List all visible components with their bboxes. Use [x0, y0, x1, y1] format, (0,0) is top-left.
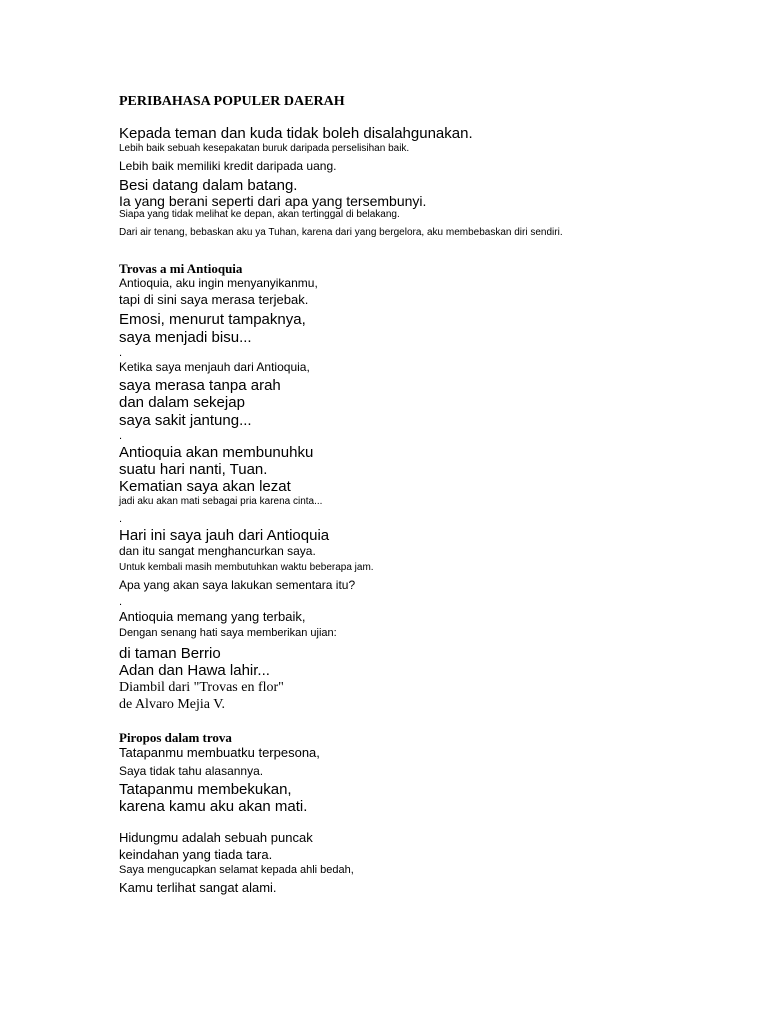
stanza-separator: .: [119, 596, 123, 608]
poem-credit: Diambil dari "Trovas en flor": [119, 680, 284, 695]
poem-line: Kematian saya akan lezat: [119, 478, 291, 495]
poem-line: Dengan senang hati saya memberikan ujian:: [119, 627, 337, 639]
poem-line: saya menjadi bisu...: [119, 329, 252, 346]
section-heading-trovas: Trovas a mi Antioquia: [119, 261, 243, 276]
poem-line: Tatapanmu membekukan,: [119, 781, 292, 798]
poem-line: Antioquia memang yang terbaik,: [119, 609, 306, 624]
poem-line: saya merasa tanpa arah: [119, 377, 281, 394]
poem-credit: de Alvaro Mejia V.: [119, 697, 226, 712]
poem-line: Ketika saya menjauh dari Antioquia,: [119, 360, 310, 374]
proverb-line: Ia yang berani seperti dari apa yang tersembunyi.: [119, 193, 427, 209]
poem-line: Hari ini saya jauh dari Antioquia: [119, 527, 330, 544]
poem-line: dan dalam sekejap: [119, 394, 245, 411]
poem-line: Saya tidak tahu alasannya.: [119, 764, 264, 778]
proverb-line: Dari air tenang, bebaskan aku ya Tuhan, karena dari yang bergelora, aku membebaskan diri sendiri.: [119, 227, 563, 238]
proverb-line: Besi datang dalam batang.: [119, 177, 298, 194]
poem-line: Antioquia, aku ingin menyanyikanmu,: [119, 276, 318, 290]
poem-line: Emosi, menurut tampaknya,: [119, 311, 306, 328]
poem-line: Saya mengucapkan selamat kepada ahli bedah,: [119, 864, 354, 876]
poem-line: suatu hari nanti, Tuan.: [119, 461, 268, 478]
poem-line: tapi di sini saya merasa terjebak.: [119, 292, 309, 307]
stanza-separator: .: [119, 513, 123, 525]
proverb-line: Siapa yang tidak melihat ke depan, akan tertinggal di belakang.: [119, 209, 400, 220]
poem-line: dan itu sangat menghancurkan saya.: [119, 544, 316, 558]
section-heading-piropos: Piropos dalam trova: [119, 730, 232, 745]
poem-line: keindahan yang tiada tara.: [119, 847, 273, 862]
proverb-line: Lebih baik memiliki kredit daripada uang.: [119, 159, 337, 173]
poem-line: Antioquia akan membunuhku: [119, 444, 314, 461]
poem-line: Hidungmu adalah sebuah puncak: [119, 830, 313, 845]
stanza-separator: .: [119, 347, 123, 359]
proverb-line: Kepada teman dan kuda tidak boleh disalahgunakan.: [119, 125, 473, 142]
poem-line: Tatapanmu membuatku terpesona,: [119, 745, 320, 760]
poem-line: saya sakit jantung...: [119, 412, 252, 429]
poem-line: Adan dan Hawa lahir...: [119, 662, 270, 679]
poem-line: jadi aku akan mati sebagai pria karena cinta...: [119, 496, 323, 507]
proverb-line: Lebih baik sebuah kesepakatan buruk daripada perselisihan baik.: [119, 143, 410, 154]
poem-line: di taman Berrio: [119, 645, 221, 662]
poem-line: Kamu terlihat sangat alami.: [119, 880, 277, 895]
document-title: PERIBAHASA POPULER DAERAH: [119, 94, 345, 109]
poem-line: Apa yang akan saya lakukan sementara itu?: [119, 578, 356, 592]
stanza-separator: .: [119, 430, 123, 442]
poem-line: karena kamu aku akan mati.: [119, 798, 308, 815]
poem-line: Untuk kembali masih membutuhkan waktu beberapa jam.: [119, 562, 374, 573]
